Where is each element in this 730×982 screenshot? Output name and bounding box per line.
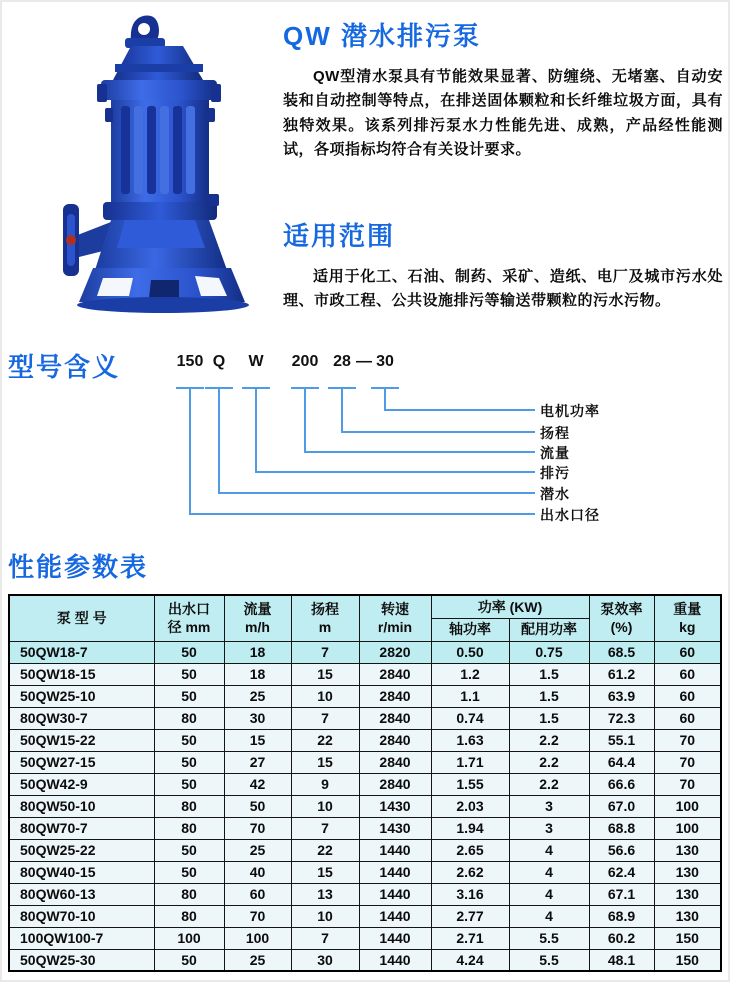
pump-model-cell: 50QW25-22 (9, 839, 154, 861)
value-cell: 2.65 (431, 839, 509, 861)
value-cell: 62.4 (589, 861, 654, 883)
model-meaning-section (8, 345, 722, 540)
value-cell: 18 (224, 641, 291, 663)
value-cell: 1.63 (431, 729, 509, 751)
value-cell: 60 (224, 883, 291, 905)
table-row (9, 861, 721, 883)
col-header-speed (359, 595, 431, 641)
value-cell: 1440 (359, 905, 431, 927)
value-cell: 10 (291, 685, 359, 707)
col-header-head-line1: 扬程 (311, 601, 339, 618)
value-cell: 2840 (359, 707, 431, 729)
table-row (9, 795, 721, 817)
value-cell: 80 (154, 905, 224, 927)
value-cell: 2840 (359, 663, 431, 685)
pump-model-cell: 50QW25-10 (9, 685, 154, 707)
value-cell: 130 (654, 905, 721, 927)
pump-model-cell: 80QW40-15 (9, 861, 154, 883)
value-cell: 2840 (359, 685, 431, 707)
value-cell: 2.71 (431, 927, 509, 949)
value-cell: 1430 (359, 795, 431, 817)
value-cell: 100 (654, 817, 721, 839)
value-cell: 1430 (359, 817, 431, 839)
model-code-part: 200 (291, 353, 319, 370)
table-row (9, 729, 721, 751)
value-cell: 5.5 (509, 949, 589, 971)
value-cell: 66.6 (589, 773, 654, 795)
pump-model-cell: 80QW70-7 (9, 817, 154, 839)
performance-table-title: 性能参数表 (8, 552, 149, 582)
value-cell: 70 (654, 751, 721, 773)
value-cell: 1.94 (431, 817, 509, 839)
value-cell: 68.9 (589, 905, 654, 927)
value-cell: 61.2 (589, 663, 654, 685)
value-cell: 4 (509, 883, 589, 905)
col-header-pump-model: 泵 型 号 (9, 595, 154, 641)
value-cell: 15 (224, 729, 291, 751)
table-row (9, 773, 721, 795)
value-cell: 50 (154, 751, 224, 773)
col-header-weight-line1: 重量 (673, 601, 702, 618)
value-cell: 2840 (359, 773, 431, 795)
col-header-efficiency (589, 595, 654, 641)
value-cell: 150 (654, 949, 721, 971)
table-row (9, 641, 721, 663)
value-cell: 2840 (359, 751, 431, 773)
value-cell: 70 (224, 817, 291, 839)
value-cell: 0.75 (509, 641, 589, 663)
value-cell: 50 (154, 861, 224, 883)
pump-model-cell: 50QW27-15 (9, 751, 154, 773)
pump-model-cell: 50QW18-7 (9, 641, 154, 663)
value-cell: 70 (654, 773, 721, 795)
value-cell: 1440 (359, 927, 431, 949)
value-cell: 130 (654, 861, 721, 883)
value-cell: 1.1 (431, 685, 509, 707)
col-header-rated-power: 配用功率 (509, 618, 589, 641)
table-row (9, 927, 721, 949)
value-cell: 2.77 (431, 905, 509, 927)
value-cell: 7 (291, 817, 359, 839)
value-cell: 4 (509, 839, 589, 861)
col-header-weight (654, 595, 721, 641)
value-cell: 2840 (359, 729, 431, 751)
table-row (9, 839, 721, 861)
table-row (9, 817, 721, 839)
col-header-efficiency-line2: (%) (610, 619, 633, 636)
value-cell: 9 (291, 773, 359, 795)
value-cell: 1.2 (431, 663, 509, 685)
model-code-part: 30 (376, 353, 394, 370)
model-code-part: Q (212, 353, 226, 370)
value-cell: 130 (654, 883, 721, 905)
value-cell: 48.1 (589, 949, 654, 971)
value-cell: 3.16 (431, 883, 509, 905)
value-cell: 80 (154, 707, 224, 729)
table-row (9, 707, 721, 729)
table-row (9, 685, 721, 707)
col-header-power-group: 功率 (KW) (431, 595, 589, 618)
value-cell: 1.71 (431, 751, 509, 773)
col-header-head-line2: m (318, 619, 332, 636)
application-paragraph: 适用于化工、石油、制药、采矿、造纸、电厂及城市污水处理、市政工程、公共设施排污等输送带颗粒的污水污物。 (283, 268, 723, 310)
diagram-label-motor-power: 电机功率 (540, 403, 600, 419)
value-cell: 40 (224, 861, 291, 883)
value-cell: 50 (154, 773, 224, 795)
value-cell: 50 (224, 795, 291, 817)
pump-model-cell: 50QW25-30 (9, 949, 154, 971)
col-header-flow-line2: m/h (245, 619, 270, 636)
model-code-part: 28 (333, 353, 351, 370)
value-cell: 4.24 (431, 949, 509, 971)
value-cell: 50 (154, 729, 224, 751)
value-cell: 72.3 (589, 707, 654, 729)
value-cell: 0.74 (431, 707, 509, 729)
value-cell: 13 (291, 883, 359, 905)
value-cell: 68.5 (589, 641, 654, 663)
value-cell: 60.2 (589, 927, 654, 949)
value-cell: 1.5 (509, 707, 589, 729)
value-cell: 1.55 (431, 773, 509, 795)
col-header-speed-line1: 转速 (381, 601, 409, 618)
value-cell: 56.6 (589, 839, 654, 861)
value-cell: 25 (224, 685, 291, 707)
pump-model-cell: 100QW100-7 (9, 927, 154, 949)
value-cell: 42 (224, 773, 291, 795)
pump-model-cell: 80QW50-10 (9, 795, 154, 817)
diagram-label-flow: 流量 (540, 445, 570, 461)
model-code-part: — (356, 353, 372, 370)
value-cell: 10 (291, 905, 359, 927)
value-cell: 25 (224, 839, 291, 861)
value-cell: 80 (154, 883, 224, 905)
pump-model-cell: 50QW15-22 (9, 729, 154, 751)
value-cell: 50 (154, 839, 224, 861)
value-cell: 15 (291, 663, 359, 685)
col-header-speed-line2: r/min (377, 619, 413, 636)
value-cell: 22 (291, 839, 359, 861)
col-header-flow (224, 595, 291, 641)
value-cell: 1440 (359, 839, 431, 861)
value-cell: 1.5 (509, 663, 589, 685)
value-cell: 70 (654, 729, 721, 751)
model-code-part: W (248, 353, 264, 370)
value-cell: 60 (654, 685, 721, 707)
value-cell: 60 (654, 707, 721, 729)
col-header-outlet-line2: 径 mm (167, 619, 211, 636)
value-cell: 0.50 (431, 641, 509, 663)
value-cell: 67.1 (589, 883, 654, 905)
value-cell: 4 (509, 861, 589, 883)
pump-model-cell: 50QW42-9 (9, 773, 154, 795)
pump-model-cell: 80QW70-10 (9, 905, 154, 927)
value-cell: 63.9 (589, 685, 654, 707)
diagram-label-sewage: 排污 (540, 465, 570, 481)
value-cell: 7 (291, 641, 359, 663)
value-cell: 18 (224, 663, 291, 685)
value-cell: 15 (291, 751, 359, 773)
performance-table-body (9, 641, 721, 971)
value-cell: 5.5 (509, 927, 589, 949)
value-cell: 30 (224, 707, 291, 729)
intro-paragraph: QW型清水泵具有节能效果显著、防缠绕、无堵塞、自动安装和自动控制等特点，在排送固体颗粒和长纤维垃圾方面，具有独特效果。该系列排污泵水力性能先进、成熟，产品经性能测试，各项指标均符合有关设计要求。 (283, 68, 723, 158)
table-row (9, 949, 721, 971)
col-header-weight-line2: kg (679, 619, 696, 636)
value-cell: 100 (224, 927, 291, 949)
value-cell: 100 (154, 927, 224, 949)
table-row (9, 663, 721, 685)
value-cell: 2820 (359, 641, 431, 663)
value-cell: 100 (654, 795, 721, 817)
value-cell: 2.2 (509, 751, 589, 773)
application-title: 适用范围 (283, 221, 396, 251)
value-cell: 3 (509, 817, 589, 839)
value-cell: 150 (654, 927, 721, 949)
value-cell: 60 (654, 663, 721, 685)
value-cell: 67.0 (589, 795, 654, 817)
value-cell: 80 (154, 817, 224, 839)
performance-section (8, 547, 722, 972)
value-cell: 7 (291, 927, 359, 949)
value-cell: 68.8 (589, 817, 654, 839)
value-cell: 70 (224, 905, 291, 927)
value-cell: 10 (291, 795, 359, 817)
performance-table (8, 594, 722, 972)
value-cell: 15 (291, 861, 359, 883)
col-header-efficiency-line1: 泵效率 (600, 601, 643, 618)
value-cell: 50 (154, 641, 224, 663)
diagram-label-submersible: 潜水 (540, 486, 570, 502)
value-cell: 50 (154, 949, 224, 971)
table-row (9, 751, 721, 773)
value-cell: 2.03 (431, 795, 509, 817)
value-cell: 64.4 (589, 751, 654, 773)
value-cell: 1440 (359, 861, 431, 883)
page-title: QW 潜水排污泵 (283, 21, 481, 51)
value-cell: 130 (654, 839, 721, 861)
value-cell: 1440 (359, 949, 431, 971)
col-header-flow-line1: 流量 (243, 601, 272, 618)
value-cell: 60 (654, 641, 721, 663)
pump-model-cell: 80QW30-7 (9, 707, 154, 729)
diagram-label-outlet-diameter: 出水口径 (540, 507, 600, 523)
model-code-part: 150 (176, 353, 204, 370)
value-cell: 2.62 (431, 861, 509, 883)
col-header-head (291, 595, 359, 641)
value-cell: 7 (291, 707, 359, 729)
model-meaning-title: 型号含义 (8, 352, 121, 382)
value-cell: 2.2 (509, 729, 589, 751)
value-cell: 4 (509, 905, 589, 927)
table-row (9, 905, 721, 927)
value-cell: 1440 (359, 883, 431, 905)
value-cell: 3 (509, 795, 589, 817)
pump-model-cell: 80QW60-13 (9, 883, 154, 905)
col-header-outlet (154, 595, 224, 641)
intro-section (283, 16, 723, 162)
table-row (9, 883, 721, 905)
value-cell: 50 (154, 663, 224, 685)
pump-model-cell: 50QW18-15 (9, 663, 154, 685)
value-cell: 55.1 (589, 729, 654, 751)
col-header-outlet-line1: 出水口 (168, 601, 210, 618)
value-cell: 2.2 (509, 773, 589, 795)
value-cell: 30 (291, 949, 359, 971)
value-cell: 25 (224, 949, 291, 971)
value-cell: 1.5 (509, 685, 589, 707)
value-cell: 27 (224, 751, 291, 773)
value-cell: 50 (154, 685, 224, 707)
diagram-label-head: 扬程 (540, 425, 570, 441)
col-header-shaft-power: 轴功率 (431, 618, 509, 641)
pump-photo-icon (55, 8, 270, 318)
application-section (283, 216, 723, 314)
value-cell: 22 (291, 729, 359, 751)
pump-illustration (55, 8, 270, 318)
value-cell: 80 (154, 795, 224, 817)
